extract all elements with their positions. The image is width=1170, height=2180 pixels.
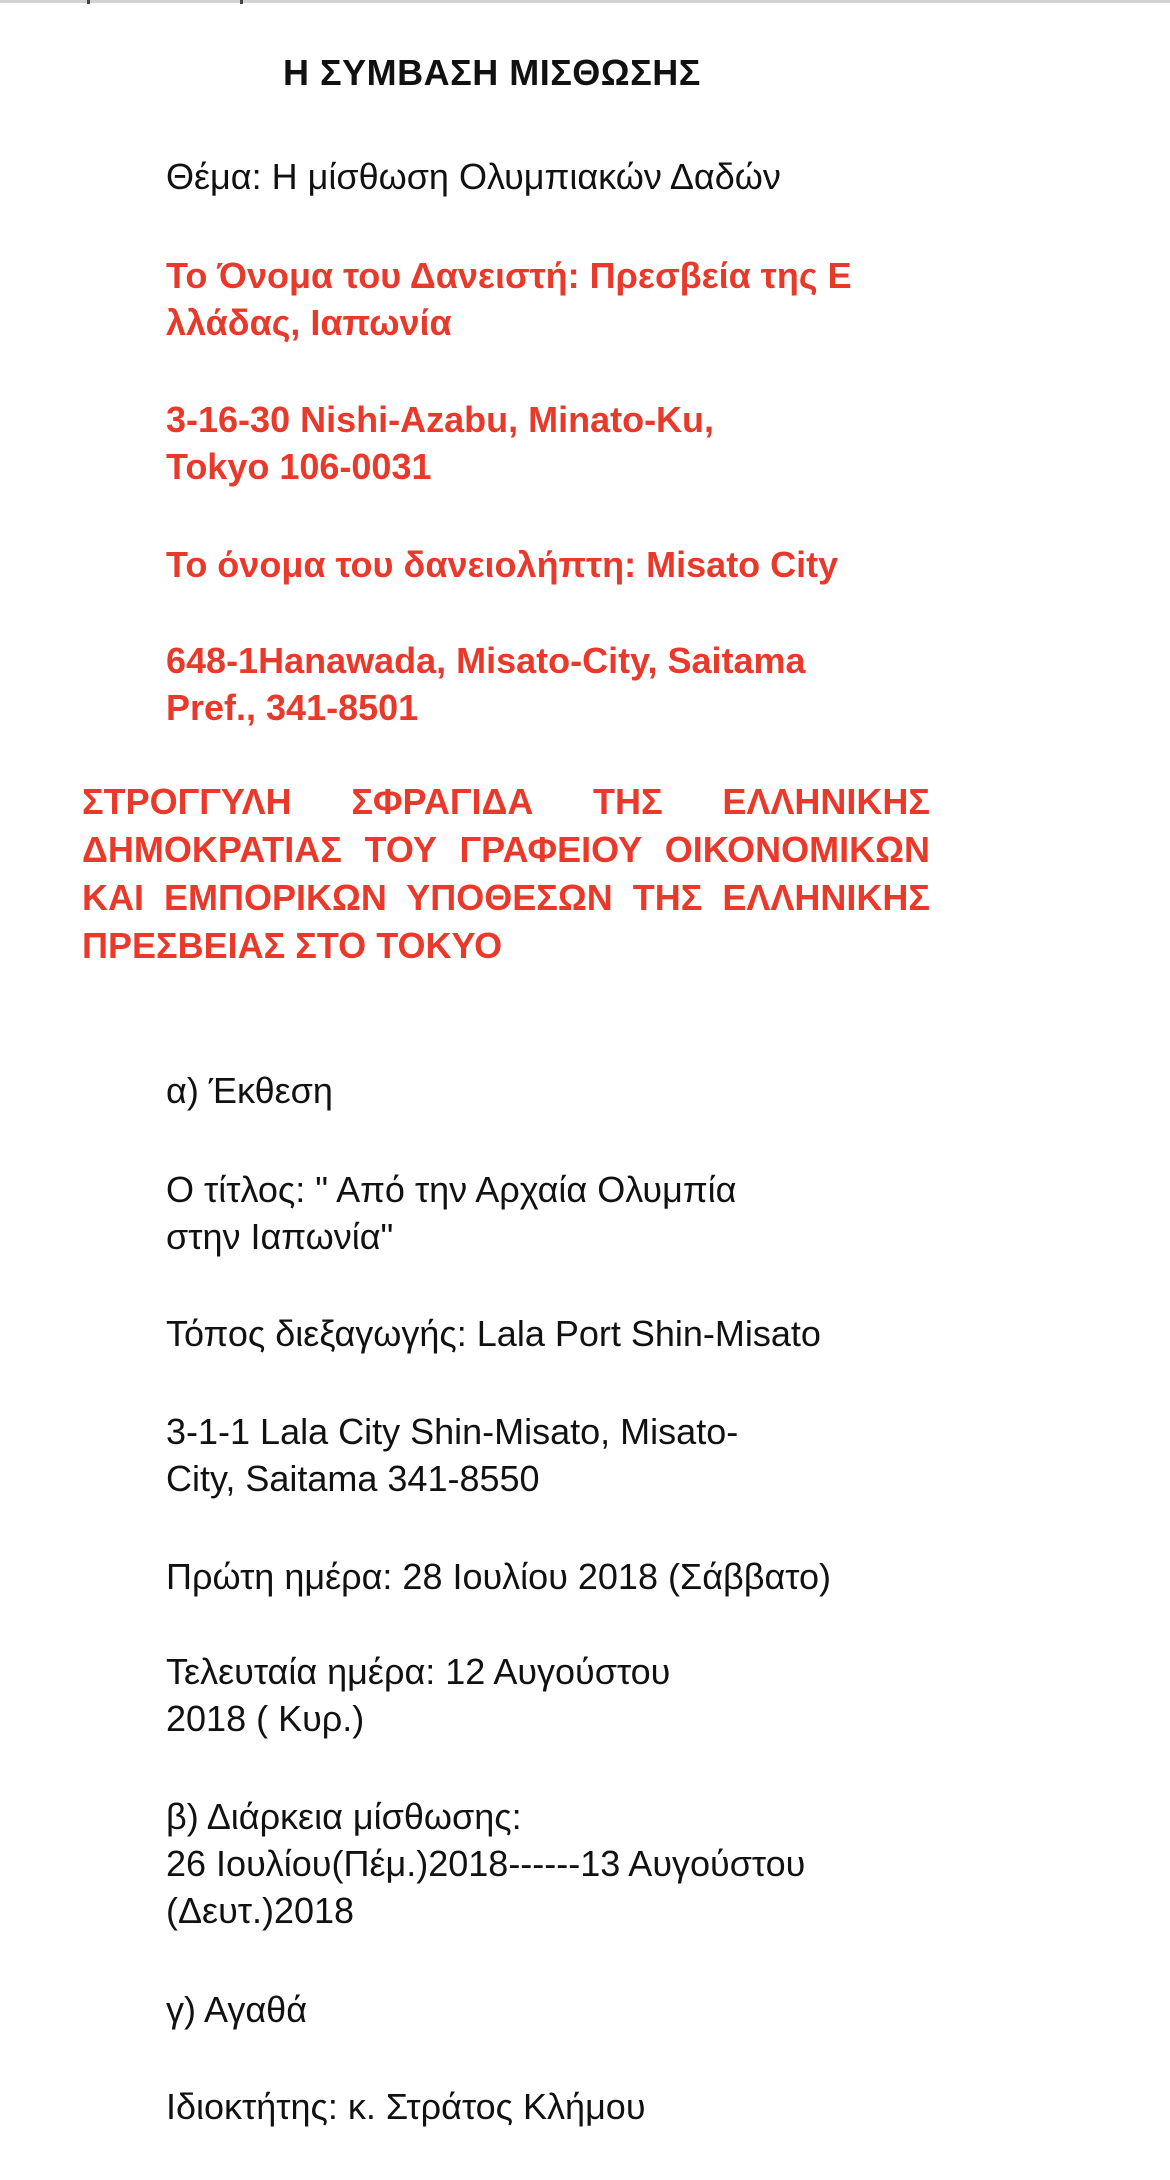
last-day: Τελευταία ημέρα: 12 Αυγούστου 2018 ( Κυρ.) — [166, 1651, 671, 1739]
document-title: Η ΣΥΜΒΑΣΗ ΜΙΣΘΩΣΗΣ — [283, 52, 701, 93]
section-c-heading: γ) Αγαθά — [166, 1989, 308, 2030]
owner-line: Ιδιοκτήτης: κ. Στράτος Κλήμου — [166, 2086, 646, 2127]
first-day: Πρώτη ημέρα: 28 Ιουλίου 2018 (Σάββατο) — [166, 1556, 831, 1597]
venue-line: Τόπος διεξαγωγής: Lala Port Shin-Misato — [166, 1313, 821, 1354]
lease-duration: β) Διάρκεια μίσθωσης: 26 Ιουλίου(Πέμ.)2018------13 Αυγούστου (Δευτ.)2018 — [166, 1796, 806, 1931]
borrower-name: Το όνομα του δανειολήπτη: Misato City — [166, 544, 839, 585]
exhibition-title: Ο τίτλος: " Από την Αρχαία Ολυμπία στην Ιαπωνία" — [166, 1169, 737, 1257]
seal-description: ΣΤΡΟΓΓΥΛΗ ΣΦΡΑΓΙΔΑ ΤΗΣ ΕΛΛΗΝΙΚΗΣ ΔΗΜΟΚΡΑΤΙΑΣ ΤΟΥ ΓΡΑΦΕΙΟΥ ΟΙΚΟΝΟΜΙΚΩΝ ΚΑΙ ΕΜΠΟΡΙΚΩΝ ΥΠΟΘΕΣΩΝ ΤΗΣ ΕΛΛΗΝΙΚΗΣ ΠΡΕΣΒΕΙΑΣ ΣΤΟ ΤΟΚΥΟ — [82, 781, 930, 966]
borrower-address: 648-1Hanawada, Misato-City, Saitama Pref., 341-8501 — [166, 640, 806, 728]
subject-line: Θέμα: Η μίσθωση Ολυμπιακών Δαδών — [166, 156, 781, 197]
lender-name: Το Όνομα του Δανειστή: Πρεσβεία της Ε λλάδας, Ιαπωνία — [166, 255, 852, 343]
venue-address: 3-1-1 Lala City Shin-Misato, Misato- City, Saitama 341-8550 — [166, 1411, 739, 1499]
lender-address: 3-16-30 Nishi-Azabu, Minato-Ku, Tokyo 106-0031 — [166, 399, 715, 487]
section-a-heading: α) Έκθεση — [166, 1070, 333, 1111]
